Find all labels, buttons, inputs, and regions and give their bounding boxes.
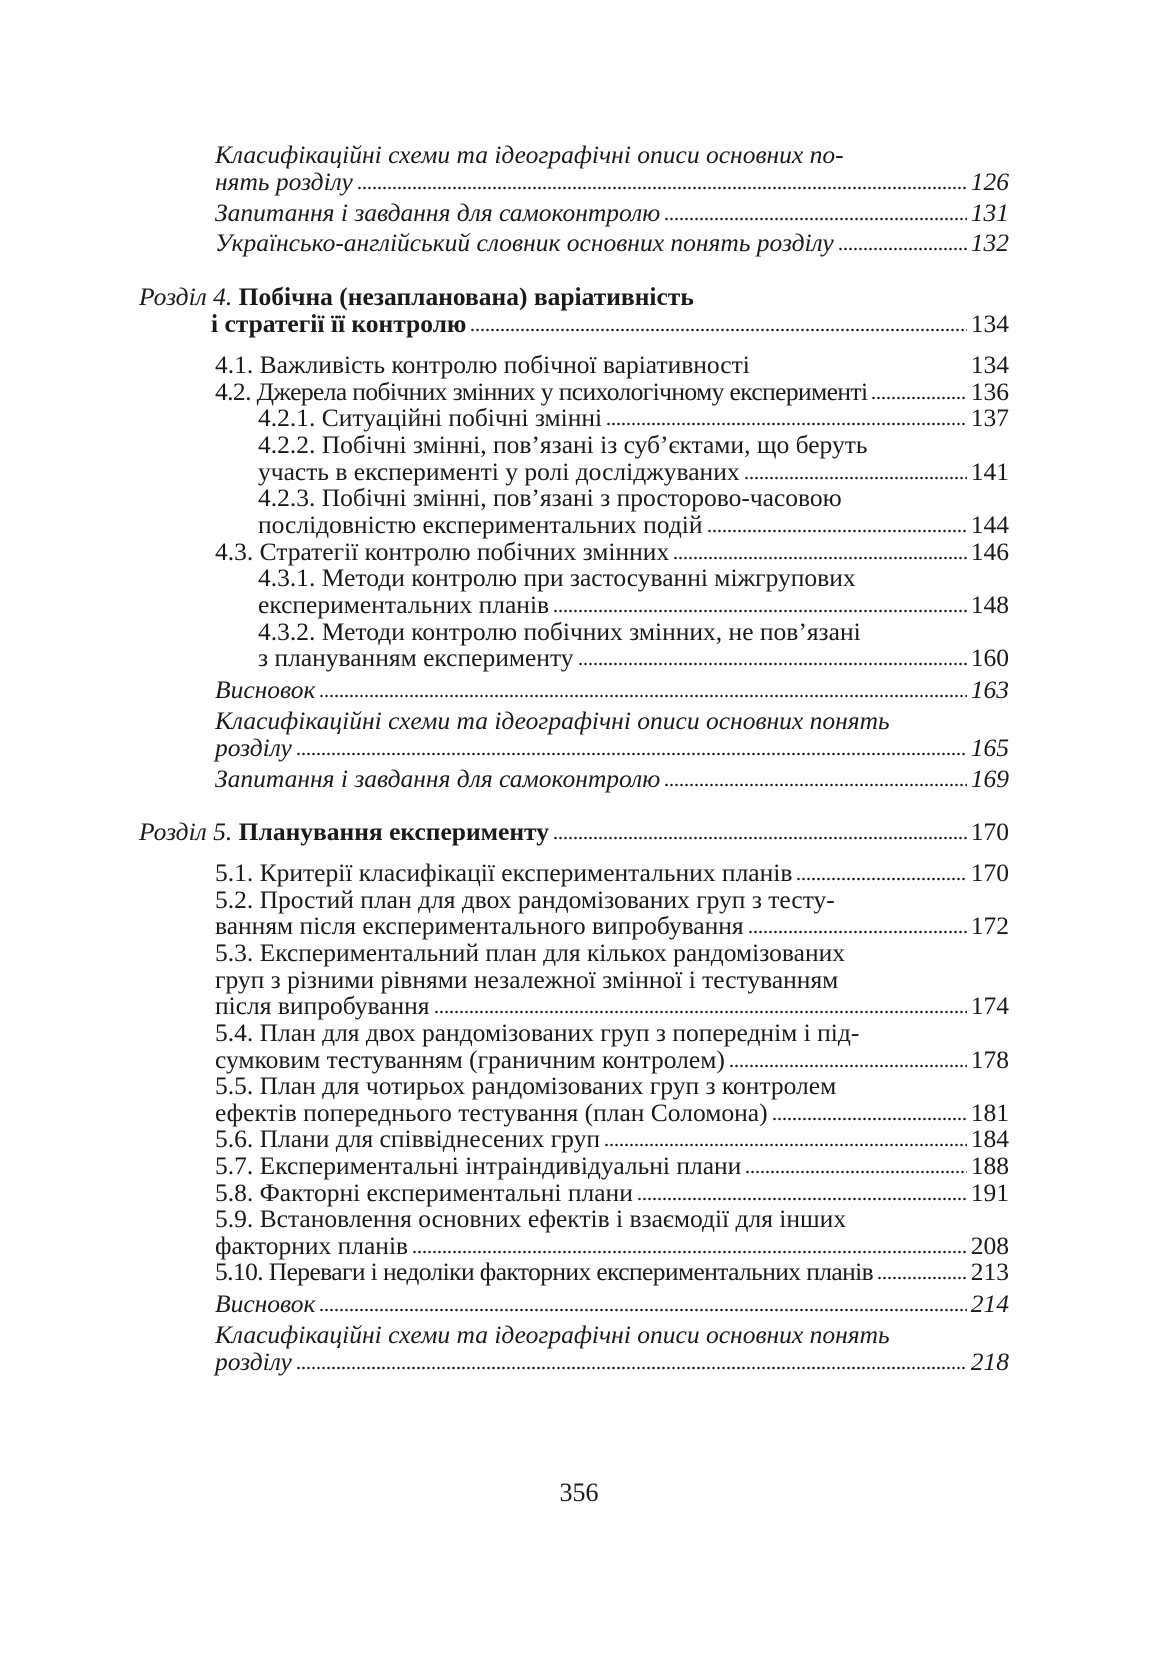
page-ref: 134: [970, 350, 1009, 379]
chapter-4-heading[interactable]: [139, 282, 1009, 312]
page-ref: 141: [970, 457, 1009, 486]
dot-leader: [319, 1292, 966, 1312]
page-ref: 218: [970, 1347, 1009, 1376]
dot-leader: [357, 170, 967, 190]
dot-leader: [553, 820, 967, 840]
toc-entry[interactable]: 5.6. Плани для співвіднесених груп 184: [215, 1124, 1009, 1153]
toc-line: 4.2.2. Побічні змінні, пов’язані із суб’єктами, що беруть: [258, 430, 868, 459]
page-ref: 170: [970, 858, 1009, 887]
dot-leader: [796, 861, 966, 881]
toc-entry[interactable]: експериментальних планів 148: [258, 590, 1009, 619]
toc-entry[interactable]: розділу 165: [215, 733, 1009, 762]
toc-line: Класифікаційні схеми та ідеографічні описи основних понять: [215, 1320, 890, 1349]
page-ref: 184: [970, 1124, 1009, 1153]
page-ref: 178: [970, 1045, 1009, 1074]
toc-line: груп з різними рівнями незалежної змінної і тестуванням: [215, 965, 839, 994]
toc-line: 5.4. План для двох рандомізованих груп з попереднім і під-: [215, 1018, 860, 1047]
page-ref: 213: [970, 1257, 1009, 1286]
dot-leader: [745, 1154, 966, 1174]
toc-entry[interactable]: Висновок 163: [215, 675, 1009, 704]
dot-leader: [877, 1260, 967, 1280]
page-number: 356: [559, 1478, 599, 1507]
dot-leader: [729, 1048, 967, 1068]
toc-entry[interactable]: факторних планів 208: [215, 1231, 1009, 1260]
toc-entry[interactable]: 4.2.1. Ситуаційні побічні змінні 137: [258, 403, 1009, 432]
toc-entry[interactable]: 4.2. Джерела побічних змінних у психологічному експерименті 136: [215, 377, 1009, 406]
toc-entry[interactable]: з плануванням експерименту 160: [258, 643, 1009, 672]
toc-entry[interactable]: 5.7. Експериментальні інтраіндивідуальні плани 188: [215, 1151, 1009, 1180]
dot-leader: [578, 646, 967, 666]
toc-entry[interactable]: 5.8. Факторні експериментальні плани 191: [215, 1178, 1009, 1207]
dot-leader: [838, 231, 967, 251]
dot-leader: [606, 406, 967, 426]
toc-entry[interactable]: 4.1. Важливість контролю побічної варіативності 134: [215, 350, 1009, 379]
toc-entry[interactable]: 5.1. Критерії класифікації експериментальних планів 170: [215, 858, 1009, 887]
toc-entry[interactable]: після випробування 174: [215, 991, 1009, 1020]
chapter-5-heading[interactable]: [139, 817, 1009, 847]
dot-leader: [707, 513, 967, 533]
page-ref: 165: [970, 733, 1009, 762]
page-ref: 172: [970, 911, 1009, 940]
dot-leader: [434, 994, 967, 1014]
toc-line: Класифікаційні схеми та ідеографічні описи основних по-: [215, 140, 844, 169]
dot-leader: [296, 1350, 967, 1370]
page-ref: 170: [970, 817, 1009, 846]
page-ref: 144: [970, 510, 1009, 539]
toc-entry[interactable]: Висновок 214: [215, 1289, 1009, 1318]
chapter-title: Планування експерименту: [238, 817, 549, 846]
page-ref: 137: [970, 403, 1009, 432]
toc-line: 4.2.3. Побічні змінні, пов’язані з просторово-часовою: [258, 483, 842, 512]
page-ref: 169: [970, 764, 1009, 793]
dot-leader: [664, 767, 967, 787]
dot-leader: [748, 914, 967, 934]
dot-leader: [412, 1234, 967, 1254]
dot-leader: [319, 678, 966, 698]
dot-leader: [744, 460, 967, 480]
page-ref: 146: [970, 537, 1009, 566]
page-ref: 136: [970, 377, 1009, 406]
chapter-label: Розділ 5.: [139, 817, 233, 846]
toc-entry[interactable]: нять розділу 126: [215, 167, 1009, 196]
dot-leader: [637, 1181, 967, 1201]
toc-line: 4.3.2. Методи контролю побічних змінних, не пов’язані: [258, 617, 861, 646]
toc-entry[interactable]: 5.10. Переваги і недоліки факторних експериментальних планів 213: [215, 1257, 1009, 1286]
page-ref: 132: [970, 228, 1009, 257]
toc-entry[interactable]: сумковим тестуванням (граничним контролем) 178: [215, 1045, 1009, 1074]
page-ref: 126: [970, 167, 1009, 196]
toc-line: 5.9. Встановлення основних ефектів і взаємодії для інших: [215, 1204, 847, 1233]
page-ref: 148: [970, 590, 1009, 619]
page-ref: 181: [970, 1098, 1009, 1127]
toc-entry[interactable]: 4.3. Стратегії контролю побічних змінних 146: [215, 537, 1009, 566]
toc-line: 5.5. План для чотирьох рандомізованих груп з контролем: [215, 1071, 837, 1100]
toc-entry[interactable]: ванням після експериментального випробування 172: [215, 911, 1009, 940]
dot-leader: [604, 1127, 967, 1147]
page-ref: 191: [970, 1178, 1009, 1207]
dot-leader: [673, 540, 967, 560]
toc-entry[interactable]: Українсько-англійський словник основних понять розділу 132: [215, 228, 1009, 257]
dot-leader: [553, 593, 967, 613]
chapter-4-heading-cont[interactable]: і стратегії її контролю 134: [211, 309, 1009, 338]
toc-entry[interactable]: Запитання і завдання для самоконтролю 169: [215, 764, 1009, 793]
toc-entry[interactable]: розділу 218: [215, 1347, 1009, 1376]
page-ref: 214: [970, 1289, 1009, 1318]
toc-line: 4.3.1. Методи контролю при застосуванні міжгрупових: [258, 563, 856, 592]
dot-leader: [470, 312, 966, 332]
toc-line: 5.3. Експериментальний план для кількох рандомізованих: [215, 938, 845, 967]
toc-line: 5.2. Простий план для двох рандомізованих груп з тесту-: [215, 885, 835, 914]
dot-leader: [871, 380, 966, 400]
toc-entry[interactable]: Запитання і завдання для самоконтролю 131: [215, 198, 1009, 227]
page-ref: 188: [970, 1151, 1009, 1180]
dot-leader: [664, 201, 967, 221]
chapter-title: Побічна (незапланована) варіативність: [238, 282, 694, 311]
page-ref: 131: [970, 198, 1009, 227]
toc-line: Класифікаційні схеми та ідеографічні описи основних понять: [215, 706, 890, 735]
toc-entry[interactable]: участь в експерименті у ролі досліджуваних 141: [258, 457, 1009, 486]
page-ref: 174: [970, 991, 1009, 1020]
chapter-label: Розділ 4.: [139, 282, 233, 311]
page-ref: 163: [970, 675, 1009, 704]
toc-entry[interactable]: послідовністю експериментальних подій 144: [258, 510, 1009, 539]
dot-leader: [296, 736, 967, 756]
page-ref: 134: [970, 309, 1009, 338]
toc-entry[interactable]: ефектів попереднього тестування (план Соломона) 181: [215, 1098, 1009, 1127]
page-ref: 208: [970, 1231, 1009, 1260]
page-ref: 160: [970, 643, 1009, 672]
dot-leader: [772, 1101, 967, 1121]
